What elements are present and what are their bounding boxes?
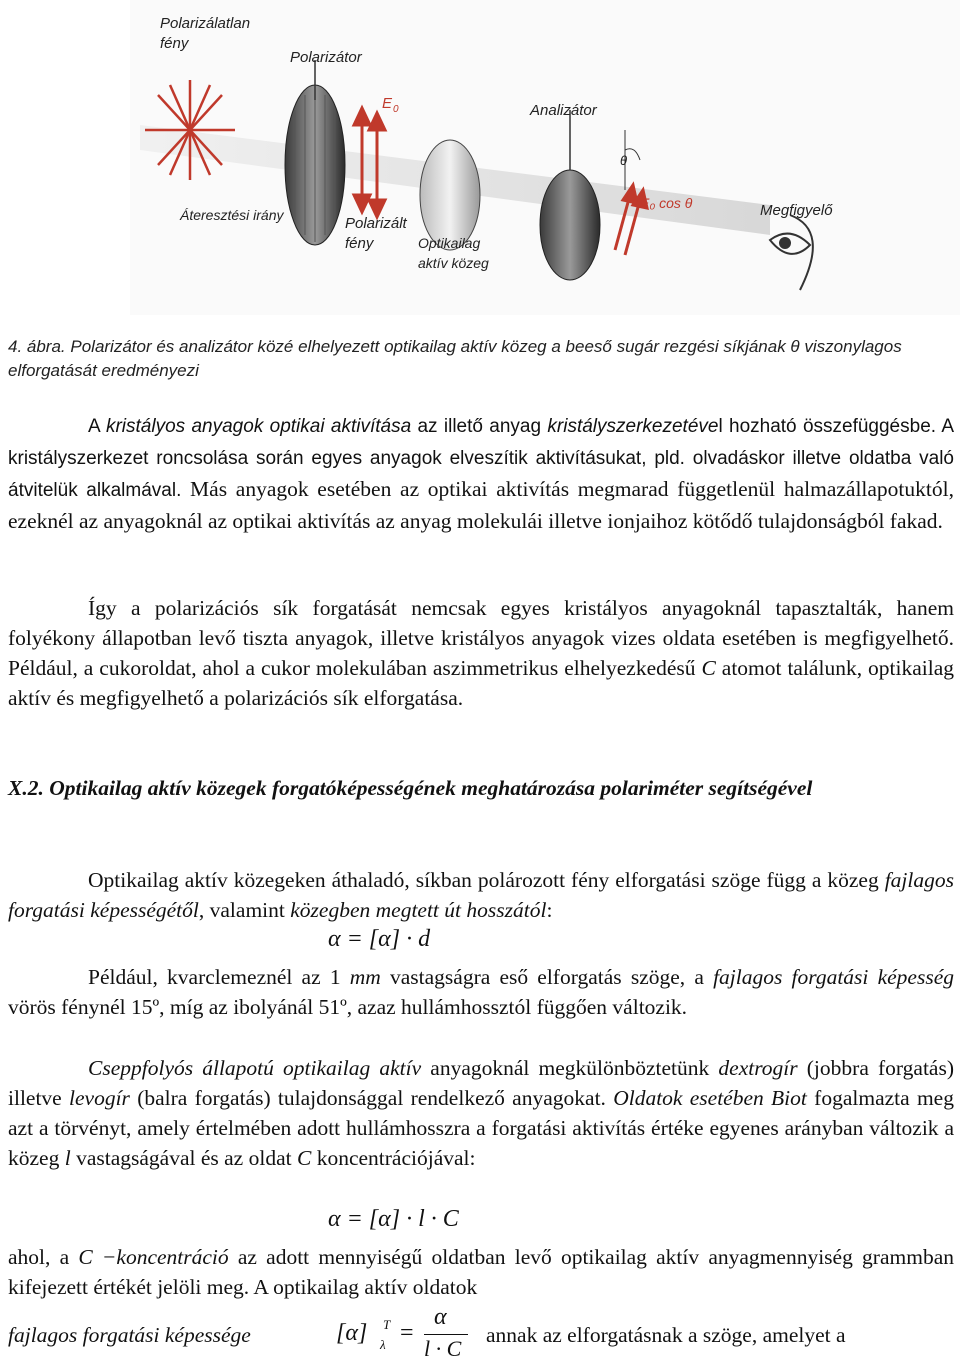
- label-unpolarized-2: fény: [160, 35, 189, 52]
- eq3-sub: λ: [380, 1337, 386, 1352]
- equation-1: α = [α] · d: [328, 926, 431, 952]
- label-e0cos: E₀ cos θ: [640, 195, 693, 211]
- paragraph-rotation-angle: Optikailag aktív közegeken áthaladó, síkban polározott fény elforgatási szöge függ a közeg fajlagos forgatási képességétől, valamint közegben megtett út hosszától:: [8, 868, 954, 922]
- eq3-num: α: [434, 1304, 447, 1330]
- paragraph-polarization-plane: Így a polarizációs sík forgatását nemcsak egyes kristályos anyagoknál tapasztalták, hanem folyékony állapotban levő tiszta anyagok, illetve kristályos anyagok vizes oldata esetében is megfigyelhető. Például, a cukoroldat, ahol a cukor molekulában aszimmetrikus elhelyezkedésű C atomot találunk, optikailag aktív és megfigyelhető a polarizációs sík elforgatása.: [8, 596, 954, 710]
- label-polarized: Polarizált: [345, 215, 407, 232]
- label-theta: θ: [620, 153, 628, 168]
- paragraph-biot: Cseppfolyós állapotú optikailag aktív anyagoknál megkülönböztetünk dextrogír (jobbra forgatás) illetve levogír (balra forgatás) tulajdonsággal rendelkező anyagokat. Oldatok esetében Biot fogalmazta meg azt a törvényt, amely értelmében adott hullámhosszra a forgatási aktivítás értéke egyenes arányban változik a közeg l vastagságával és az oldat C koncentrációjával:: [8, 1056, 955, 1170]
- eq3-den: l · C: [424, 1336, 462, 1361]
- paragraph-concentration: ahol, a C −koncentráció az adott mennyiségű oldatban levő optikailag aktív anyagmennyiség grammban kifejezett értékét jelöli meg. A optikailag aktív oldatok: [8, 1245, 954, 1299]
- label-unpolarized: Polarizálatlan: [160, 15, 251, 32]
- paragraph-crystal-activity: A kristályos anyagok optikai aktivítása az illető anyag kristályszerkezetével hozható összefüggésbe. A kristályszerkezet roncsolása során egyes anyagok elveszítik aktivításukat, pld. olvadáskor illetve oldatba való átvitelük alkalmával. Más anyagok esetében az optikai aktivítás megmarad függetlenül halmazállapotuktól, ezeknél az anyagoknál az optikai aktivítás az anyag molekulái illetve ionjaihoz kötődő tulajdonságból fakad.: [8, 416, 954, 533]
- section-heading: X.2. Optikailag aktív közegek forgatóképességének meghatározása polariméter segítségével: [8, 776, 813, 800]
- label-observer: Megfigyelő: [760, 202, 833, 219]
- eq3-lhs: [α]: [336, 1320, 368, 1346]
- eq3-sup: T: [383, 1317, 391, 1332]
- polarization-figure: [130, 0, 960, 315]
- label-medium: Optikailag: [418, 235, 481, 251]
- paragraph-specific-rotation: fajlagos forgatási képessége [α] T λ = α l · C annak az elforgatásnak a szöge, amelyet a: [8, 1318, 954, 1364]
- optically-active-medium: [420, 140, 480, 250]
- paragraph-quartz: Például, kvarclemeznél az 1 mm vastagságra eső elforgatás szöge, a fajlagos forgatási képesség vörös fénynél 15º, míg az ibolyánál 51º, azaz hullámhossztól függően változik.: [8, 965, 954, 1019]
- analyzer-disk: [540, 170, 600, 280]
- equation-2: α = [α] · l · C: [328, 1206, 459, 1232]
- label-e0-sub: 0: [393, 104, 399, 115]
- label-transmission-axis: Áteresztési irány: [180, 207, 284, 223]
- label-analyzer: Analizátor: [530, 102, 597, 119]
- label-e0: E: [382, 95, 393, 112]
- label-polarizer: Polarizátor: [290, 49, 362, 66]
- label-medium-2: aktív közeg: [418, 255, 489, 271]
- figure-caption: 4. ábra. Polarizátor és analizátor közé elhelyezett optikailag aktív közeg a beeső sugár rezgési síkjának θ viszonylagos elforgatását eredményezi: [8, 337, 902, 380]
- label-polarized-2: fény: [345, 235, 374, 252]
- unpolarized-light-arrows: [145, 80, 235, 180]
